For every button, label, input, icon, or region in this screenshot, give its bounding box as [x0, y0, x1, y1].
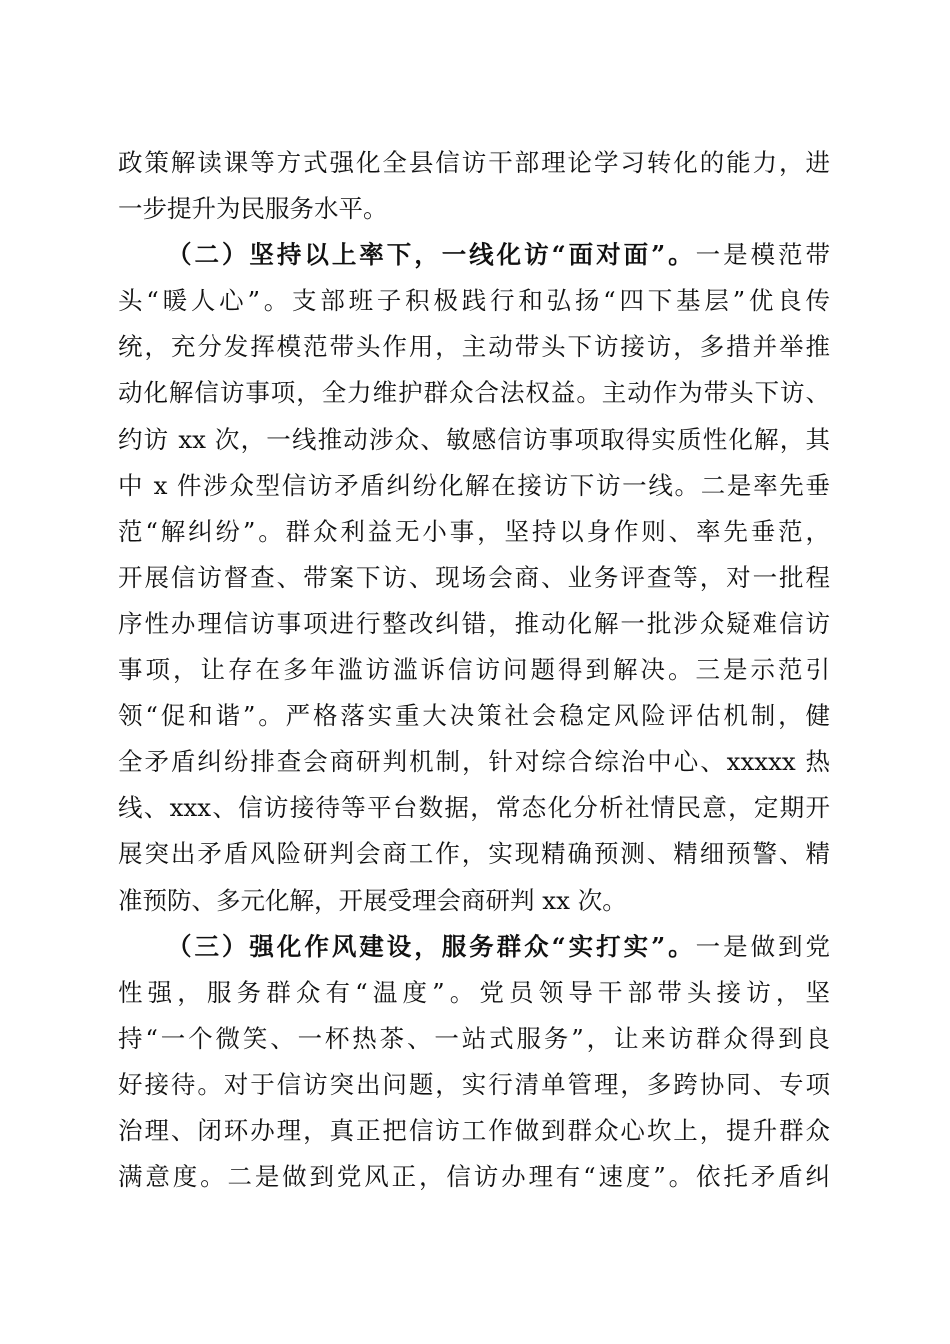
paragraph-first-line [118, 232, 830, 278]
section-heading: （三）强化作风建设，服务群众“实打实”。 [167, 931, 696, 961]
text-line: 事项，让存在多年滥访滥诉信访问题得到解决。三是示范引 [118, 655, 830, 685]
text-line: 中 x 件涉众型信访矛盾纠纷化解在接访下访一线。二是率先垂 [118, 470, 830, 500]
text-line: 好接待。对于信访突出问题，实行清单管理，多跨协同、专项 [118, 1069, 830, 1099]
text-line: 准预防、多元化解，开展受理会商研判 xx 次。 [118, 885, 627, 915]
text-line: 满意度。二是做到党风正，信访办理有“速度”。依托矛盾纠 [118, 1162, 830, 1192]
text-line: 展突出矛盾风险研判会商工作，实现精确预测、精细预警、精 [118, 839, 830, 869]
text-line: 序性办理信访事项进行整改纠错，推动化解一批涉众疑难信访 [118, 608, 830, 638]
text-line: 全矛盾纠纷排查会商研判机制，针对综合综治中心、xxxxx 热 [118, 747, 830, 777]
text-line: 线、xxx、信访接待等平台数据，常态化分析社情民意，定期开 [118, 793, 830, 823]
text-line: 政策解读课等方式强化全县信访干部理论学习转化的能力，进 [118, 148, 830, 177]
text-run: 一是做到党 [695, 931, 831, 961]
document-body [118, 140, 830, 1200]
paragraph-first-line [118, 924, 830, 970]
text-line: 持“一个微笑、一杯热茶、一站式服务”，让来访群众得到良 [118, 1023, 830, 1053]
paragraph-1 [118, 140, 830, 232]
text-line: 一步提升为民服务水平。 [118, 194, 388, 224]
section-heading: （二）坚持以上率下，一线化访“面对面”。 [167, 240, 696, 270]
text-line: 动化解信访事项，全力维护群众合法权益。主动作为带头下访、 [118, 378, 830, 408]
paragraph-2 [118, 232, 830, 923]
text-line: 范“解纠纷”。群众利益无小事，坚持以身作则、率先垂范， [118, 516, 830, 546]
text-line: 统，充分发挥模范带头作用，主动带头下访接访，多措并举推 [118, 332, 830, 362]
text-line: 头“暖人心”。支部班子积极践行和弘扬“四下基层”优良传 [118, 286, 830, 316]
text-line: 约访 xx 次，一线推动涉众、敏感信访事项取得实质性化解，其 [118, 424, 830, 454]
text-line: 治理、闭环办理，真正把信访工作做到群众心坎上，提升群众 [118, 1115, 830, 1145]
text-line: 领“促和谐”。严格落实重大决策社会稳定风险评估机制，健 [118, 701, 830, 731]
text-line: 性强，服务群众有“温度”。党员领导干部带头接访，坚 [118, 977, 830, 1007]
text-run: 一是模范带 [695, 240, 831, 270]
paragraph-3 [118, 924, 830, 1201]
text-line: 开展信访督查、带案下访、现场会商、业务评查等，对一批程 [118, 562, 830, 592]
